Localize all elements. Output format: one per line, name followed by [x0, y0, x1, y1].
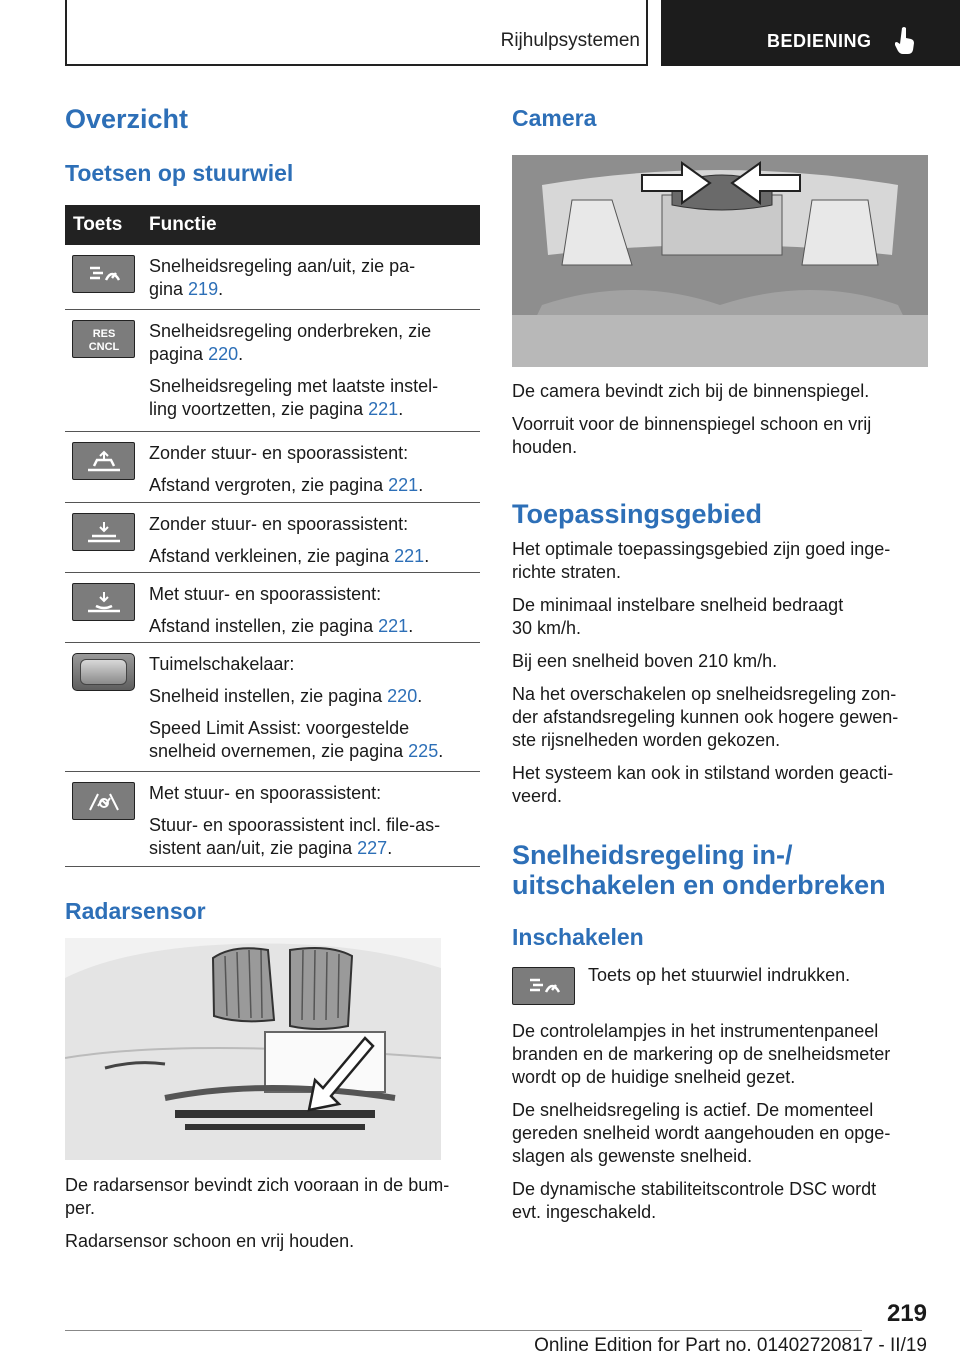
table-row	[65, 573, 480, 643]
header-chapter-label: BEDIENING	[767, 31, 872, 51]
page-link[interactable]: 220	[208, 344, 239, 364]
page-link[interactable]: 221	[378, 616, 409, 636]
page-link[interactable]: 227	[357, 838, 388, 858]
section-title-toepassingsgebied: Toepassingsgebied	[512, 499, 763, 529]
keys-table	[65, 205, 480, 867]
row-function-text: Met stuur- en spoorassistent: Stuur- en spoorassistent incl. file-as- sistent aan/uit, zie pagina 227.	[149, 783, 441, 858]
cruise-control-icon	[512, 967, 575, 1005]
row-function-text: Snelheidsregeling onderbreken, zie pagina 220. Snelheidsregeling met laatste instel- ling voortzetten, zie pagina 221.	[149, 321, 439, 419]
svg-text:CNCL: CNCL	[88, 341, 119, 353]
distance-decrease-icon	[72, 513, 135, 551]
page-link[interactable]: 219	[188, 279, 219, 299]
row-function-text: Met stuur- en spoorassistent: Afstand instellen, zie pagina 221.	[149, 584, 414, 636]
page-link[interactable]: 221	[368, 399, 399, 419]
page-header	[0, 0, 960, 66]
page-link[interactable]: 220	[387, 686, 418, 706]
header-functie: Functie	[149, 214, 217, 235]
rocker-switch-icon	[72, 653, 135, 691]
table-row	[65, 643, 480, 772]
page-link[interactable]: 225	[408, 741, 439, 761]
footer-edition: Online Edition for Part no. 01402720817 - II/19	[534, 1335, 927, 1356]
camera-paragraphs: De camera bevindt zich bij de binnenspiegel. Voorruit voor de binnenspiegel schoon en vrij houden.	[512, 381, 872, 457]
inschakelen-paragraphs: De controlelampjes in het instrumentenpaneel branden en de markering op de snelheidsmeter wordt op de huidige snelheid gezet. De snelheidsregeling is actief. De momenteel gereden snelheid wordt aangehouden en opge- slagen als gewenste snelheid. De dynamische stabiliteitscontrole DSC wordt evt. ingeschakeld.	[512, 1021, 891, 1222]
section-title-radarsensor: Radarsensor	[65, 898, 206, 924]
page-title: Overzicht	[65, 104, 189, 134]
page-link[interactable]: 221	[394, 546, 425, 566]
row-function-text: Zonder stuur- en spoorassistent: Afstand vergroten, zie pagina 221.	[149, 443, 424, 495]
row-function-text: Zonder stuur- en spoorassistent: Afstand verkleinen, zie pagina 221.	[149, 514, 430, 566]
row-function-text: Snelheidsregeling aan/uit, zie pa- gina 219.	[149, 256, 416, 299]
footer-divider	[65, 1330, 862, 1331]
radar-paragraphs: De radarsensor bevindt zich vooraan in de bum- per. Radarsensor schoon en vrij houden.	[65, 1175, 450, 1251]
header-toets: Toets	[73, 214, 123, 235]
table-row	[65, 432, 480, 503]
key-instruction: Toets op het stuurwiel indrukken.	[588, 965, 851, 985]
distance-increase-icon	[72, 442, 135, 480]
table-header	[65, 205, 480, 245]
pointing-hand-icon	[895, 26, 915, 59]
row-function-text: Tuimelschakelaar: Snelheid instellen, zie pagina 220. Speed Limit Assist: voorgestelde snelheid overnemen, zie pagina 225.	[149, 654, 444, 761]
table-row	[65, 310, 480, 432]
section-title-toetsen: Toetsen op stuurwiel	[65, 160, 294, 186]
section-title-switch: Snelheidsregeling in-/ uitschakelen en onderbreken	[512, 840, 886, 900]
section-title-inschakelen: Inschakelen	[512, 924, 644, 950]
header-section-title: Rijhulpsystemen	[500, 30, 640, 51]
header-chapter-tab	[661, 0, 960, 66]
page-link[interactable]: 221	[388, 475, 419, 495]
steering-assist-icon	[72, 782, 135, 820]
page-number: 219	[886, 1300, 927, 1327]
table-row	[65, 772, 480, 867]
res-cncl-icon	[72, 320, 135, 358]
cruise-control-icon	[72, 255, 135, 293]
camera-illustration	[512, 155, 928, 367]
table-row	[65, 245, 480, 310]
distance-set-icon	[72, 583, 135, 621]
svg-text:RES: RES	[92, 328, 115, 340]
radar-sensor-illustration	[65, 938, 441, 1160]
toepassing-paragraphs: Het optimale toepassingsgebied zijn goed inge- richte straten. De minimaal instelbare snelheid bedraagt 30 km/h. Bij een snelheid boven 210 km/h. Na het overschakelen op snelheidsregeling zon- der afstandsregeling kunnen ook hogere gewen- ste rijsnelheden worden gekozen. Het systeem kan ook in stilstand worden geacti- veerd.	[512, 539, 899, 806]
table-row	[65, 503, 480, 573]
section-title-camera: Camera	[512, 105, 597, 131]
